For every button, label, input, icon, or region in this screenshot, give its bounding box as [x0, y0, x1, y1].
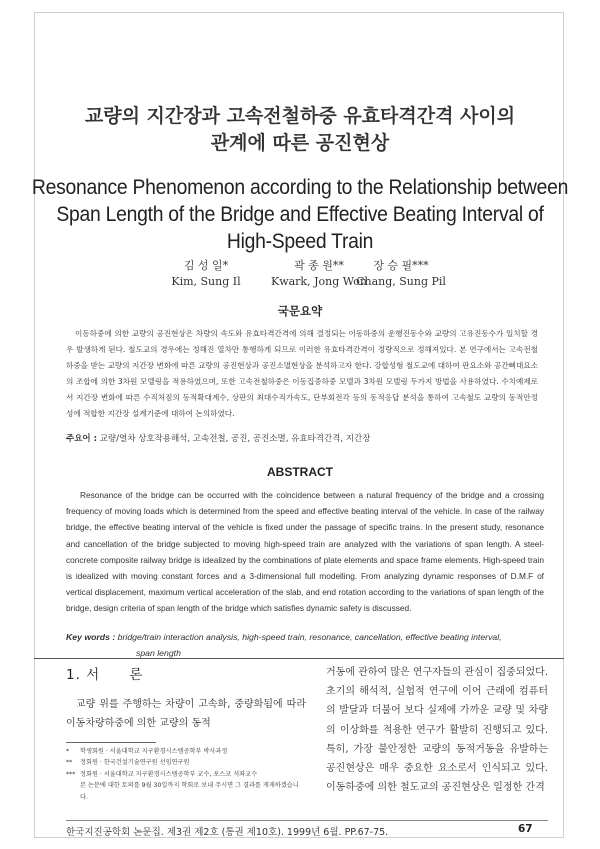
footnotes: [66, 746, 306, 803]
author-2-korean: 곽 종 원**: [294, 259, 344, 272]
footnote-3-mark: ***: [66, 770, 76, 778]
korean-abstract-text: 이동하중에 의한 교량의 공진현상은 차량의 속도와 유효타격간격에 의해 결정되는 이동하중의 운행진동수와 교량의 고유진동수가 일치할 경우 발생하게 된다. 철도교의 경우에는 정해진 열차만 통행하게 되므로 이러한 유효타격간격이 정량적으로 정해져있다. 본 연구에서는 고속전철하중을 받는 교량의 지간장 변화에 따른 교량의 공진현상과 공진소멸현상을 분석하고자 한다. 강합성형 철도교에 대하여 판요소와 공간뼈대요소의 조합에 의한 3차원 모델링을 적용하였으며, 또한 고속전철하중은 이동집중하중 모델과 3차원 모델링 두가지 방법을 사용하였다. 수치예제로서 지간장 변화에 따른 수직처짐의 동적확대계수, 상판의 최대수직가속도, 단부회전각 등의 동적응답 분석을 통하여 고속철도 교량의 동적안정성에 적합한 지간장 설계기준에 대하여 논의하였다.: [66, 329, 538, 418]
page-number: 67: [518, 823, 533, 835]
korean-keywords-value: 교량/열차 상호작용해석, 고속전철, 공진, 공진소멸, 유효타격간격, 지간장: [99, 434, 371, 444]
author-3-english: Chang, Sung Pil: [356, 275, 446, 288]
author-3-korean: 장 승 필***: [373, 259, 429, 272]
author-list: [0, 258, 600, 294]
english-keywords: [66, 629, 544, 661]
author-1-english: Kim, Sung Il: [171, 275, 241, 288]
footnote-3-text: 정회원 · 서울대학교 지구환경시스템공학부 교수, 포스코 석좌교수: [80, 770, 258, 778]
english-keywords-line-1: bridge/train interaction analysis, high-speed train, resonance, cancellation, effective beating interval,: [117, 632, 502, 642]
footnote-1: [66, 746, 306, 757]
footnote-1-text: 학생회원 · 서울대학교 지구환경시스템공학부 박사과정: [80, 748, 228, 755]
english-title-line-2: Span Length of the Bridge and Effective Beating Interval of: [56, 202, 544, 226]
footnote-2-mark: **: [66, 759, 73, 767]
journal-citation: 한국지진공학회 논문집. 제3권 제2호 (통권 제10호). 1999년 6월. PP.67-75.: [66, 827, 389, 838]
korean-keywords-label: 주요어 :: [66, 434, 97, 444]
right-column: [326, 663, 548, 797]
introduction-heading: 1. 서 론: [66, 667, 144, 683]
footnote-2: [66, 757, 306, 768]
english-title-line-3: High-Speed Train: [226, 229, 374, 253]
footnote-3: [66, 769, 306, 780]
left-column: [66, 663, 306, 733]
introduction-left-paragraph: 교량 위를 주행하는 차량이 고속화, 중량화됨에 따라 이동차량하중에 의한 교량의 동적: [66, 699, 306, 730]
footnote-4-text: 본 논문에 대한 토의를 9월 30일까지 학회로 보내 주시면 그 결과를 게재하겠습니다.: [80, 782, 299, 801]
introduction-left-text: [66, 695, 306, 733]
introduction-right-paragraph: 거동에 관하여 많은 연구자들의 관심이 집중되었다. 초기의 해석적, 실험적 연구에 이어 근래에 컴퓨터의 발달과 더불어 보다 실제에 가까운 교량 및 차량의 이상화를 적용한 연구가 활발히 진행되고 있다. 특히, 가장 불안정한 교량의 동적거동을 유발하는 공진현상은 매우 중요한 요소로서 인식되고 있다. 이동하중에 의한 철도교의 공진현상은 일정한 간격: [326, 667, 548, 794]
english-keywords-label: Key words :: [66, 632, 116, 642]
korean-keywords: [66, 432, 370, 444]
footnote-rule: [66, 742, 156, 743]
footnote-4: [66, 780, 306, 803]
author-2-english: Kwark, Jong Won: [270, 275, 368, 288]
english-keywords-line-2: span length: [136, 648, 181, 658]
english-abstract-heading: ABSTRACT: [267, 465, 333, 479]
footnote-2-text: 정회원 · 한국건설기술연구원 선임연구원: [80, 759, 190, 767]
english-abstract-text: Resonance of the bridge can be occurred with the coincidence between a natural frequency of the bridge and a crossing frequency of moving loads which is determined from the speed and effective beating interval of the vehicle. In case of the railway bridge, the effective beating interval of the vehicle is fixed under the passage of specific trains. In the present study, resonance and cancellation of the bridge subjected to moving high-speed train are analyzed with the variations of span length. A steel-concrete composite railway bridge is idealized by the combinations of plate elements and space frame elements. High-speed train is idealized with moving constant forces and a 3-dimensional full modelling. From analyzing dynamic responses of D.M.F of vertical displacement, maximum vertical acceleration of the slab, and end rotation according to the variations of span length of the bridge, design criteria of span length of the bridge which satisfies dynamic safety is discussed.: [66, 490, 544, 614]
footnote-1-mark: *: [66, 748, 70, 755]
abstract-divider: [34, 658, 564, 659]
english-title-line-1: Resonance Phenomenon according to the Relationship between: [31, 175, 569, 199]
footer-rule: [66, 820, 548, 821]
korean-abstract-heading: 국문요약: [277, 304, 323, 318]
footnote-4-mark: [66, 780, 80, 803]
author-1-korean: 김 성 일*: [183, 259, 229, 272]
korean-title-line-1: 교량의 지간장과 고속전철하중 유효타격간격 사이의: [84, 105, 516, 127]
author-3: [331, 258, 471, 290]
korean-title-line-2: 관계에 따른 공진현상: [210, 132, 390, 154]
